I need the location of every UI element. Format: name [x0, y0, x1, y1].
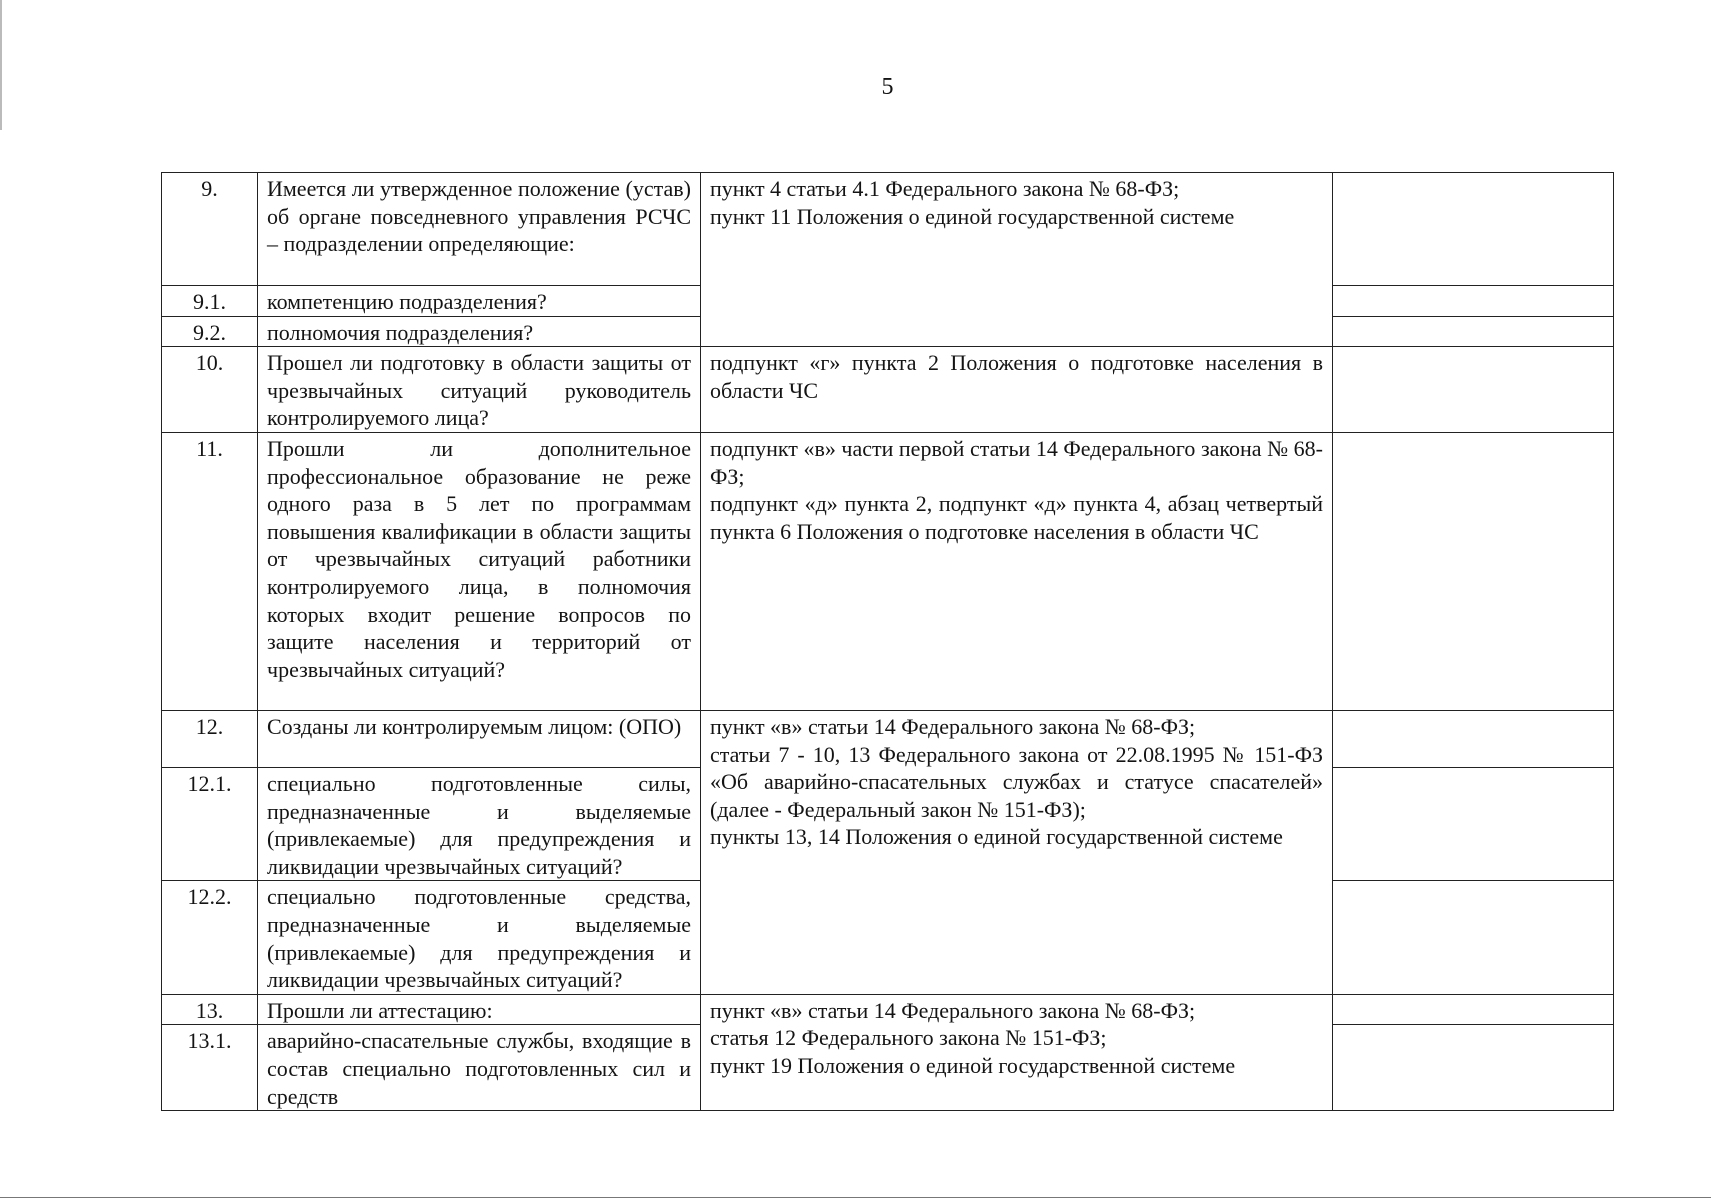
answer-cell[interactable] — [1333, 710, 1614, 767]
legal-reference — [701, 432, 1333, 710]
item-question: полномочия подразделения? — [258, 316, 701, 347]
item-number: 9.2. — [162, 316, 258, 347]
legal-reference — [701, 710, 1333, 994]
table-row — [162, 432, 1614, 710]
answer-cell[interactable] — [1333, 881, 1614, 994]
answer-cell[interactable] — [1333, 173, 1614, 286]
item-question: специально подготовленные средства, предназначенные и выделяемые (привлекаемые) для предупреждения и ликвидации чрезвычайных ситуаций? — [258, 881, 701, 994]
answer-cell[interactable] — [1333, 1025, 1614, 1111]
answer-cell[interactable] — [1333, 767, 1614, 880]
item-question: Прошли ли дополнительное профессиональное образование не реже одного раза в 5 лет по программам повышения квалификации в области защиты от чрезвычайных ситуаций работники контролируемого лица, в полномочия которых входит решение вопросов по защите населения и территорий от чрезвычайных ситуаций? — [258, 432, 701, 710]
reference-line: подпункт «г» пункта 2 Положения о подготовке населения в области ЧС — [710, 350, 1323, 403]
answer-cell[interactable] — [1333, 994, 1614, 1025]
reference-line: пункт 4 статьи 4.1 Федерального закона № 68-ФЗ; — [710, 176, 1180, 201]
item-number: 13.1. — [162, 1025, 258, 1111]
table-row — [162, 347, 1614, 433]
page-number: 5 — [881, 74, 894, 100]
reference-line: пункт 11 Положения о единой государственной системе — [710, 203, 1235, 229]
legal-reference — [701, 347, 1333, 433]
table-row — [162, 173, 1614, 286]
item-number: 12.1. — [162, 767, 258, 880]
checklist-table — [161, 172, 1614, 1111]
item-number: 9.1. — [162, 286, 258, 317]
item-question: Имеется ли утвержденное положение (устав) об органе повседневного управления РСЧС – подразделении определяющие: — [258, 173, 701, 286]
item-question: Созданы ли контролируемым лицом: (ОПО) — [258, 710, 701, 767]
answer-cell[interactable] — [1333, 286, 1614, 317]
item-number: 11. — [162, 432, 258, 710]
item-question: Прошли ли аттестацию: — [258, 994, 701, 1025]
reference-line: пункт 19 Положения о единой государственной системе — [710, 1052, 1236, 1078]
item-number: 9. — [162, 173, 258, 286]
table-row — [162, 994, 1614, 1025]
reference-line: статья 12 Федерального закона № 151-ФЗ; — [710, 1025, 1107, 1051]
item-number: 12. — [162, 710, 258, 767]
item-question: аварийно-спасательные службы, входящие в состав специально подготовленных сил и средств — [258, 1025, 701, 1111]
answer-cell[interactable] — [1333, 316, 1614, 347]
legal-reference — [701, 994, 1333, 1110]
item-question: Прошел ли подготовку в области защиты от чрезвычайных ситуаций руководитель контролируемого лица? — [258, 347, 701, 433]
legal-reference — [701, 173, 1333, 347]
reference-line: пункт «в» статьи 14 Федерального закона № 68-ФЗ; — [710, 997, 1196, 1023]
reference-line: статьи 7 - 10, 13 Федерального закона от 22.08.1995 № 151-ФЗ «Об аварийно-спасательных службах и статусе спасателей» (далее - Федеральный закон № 151-ФЗ); — [710, 741, 1323, 822]
item-question: специально подготовленные силы, предназначенные и выделяемые (привлекаемые) для предупреждения и ликвидации чрезвычайных ситуаций? — [258, 767, 701, 880]
table-row — [162, 710, 1614, 767]
item-number: 13. — [162, 994, 258, 1025]
item-number: 12.2. — [162, 881, 258, 994]
reference-line: подпункт «в» части первой статьи 14 Федерального закона № 68-ФЗ; — [710, 435, 1323, 489]
answer-cell[interactable] — [1333, 432, 1614, 710]
answer-cell[interactable] — [1333, 347, 1614, 433]
scan-bottom-edge — [0, 1197, 1711, 1198]
reference-line: пункты 13, 14 Положения о единой государственной системе — [710, 824, 1283, 850]
reference-line: подпункт «д» пункта 2, подпункт «д» пункта 4, абзац четвертый пункта 6 Положения о подготовке населения в области ЧС — [710, 491, 1323, 544]
scan-left-edge — [0, 0, 2, 130]
reference-line: пункт «в» статьи 14 Федерального закона № 68-ФЗ; — [710, 713, 1196, 739]
item-number: 10. — [162, 347, 258, 433]
item-question: компетенцию подразделения? — [258, 286, 701, 317]
